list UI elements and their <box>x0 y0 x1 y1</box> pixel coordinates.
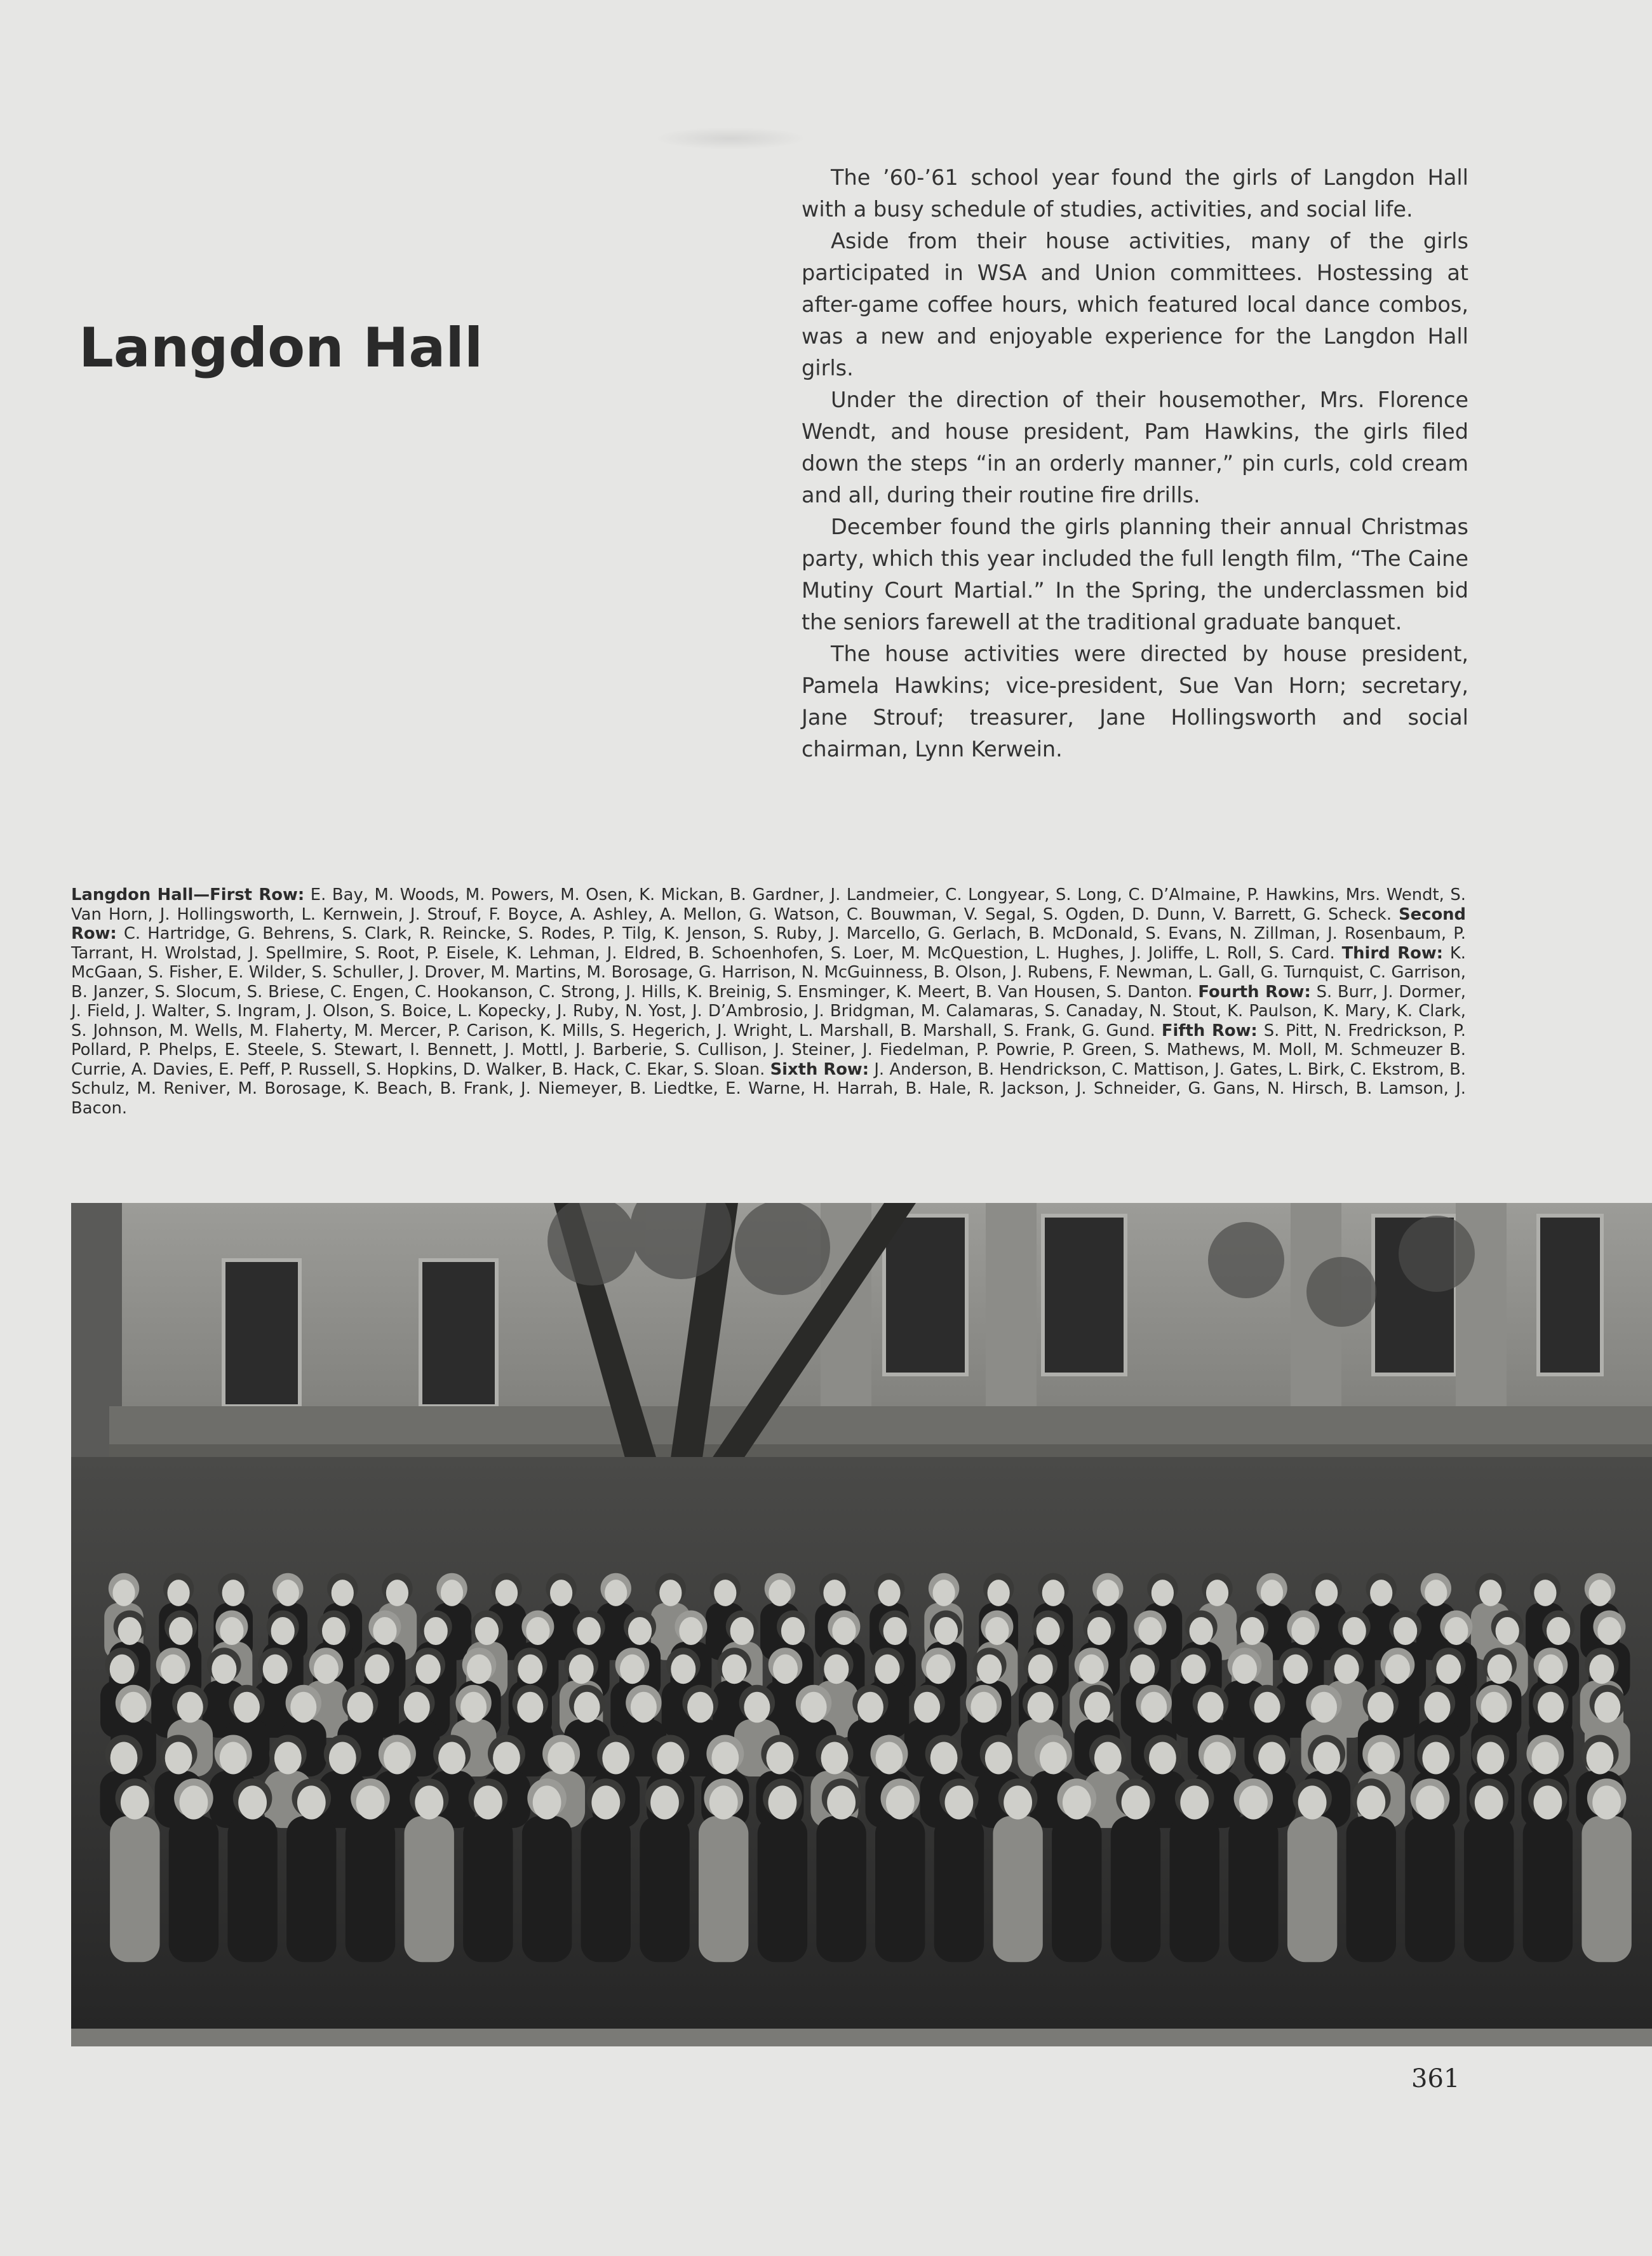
person-face <box>271 1617 295 1645</box>
person-face <box>1004 1785 1032 1819</box>
page-number: 361 <box>1411 2064 1460 2093</box>
person-face <box>781 1617 805 1645</box>
person-face <box>1343 1617 1366 1645</box>
person-face <box>1487 1655 1512 1684</box>
person-face <box>605 1580 627 1606</box>
person-face <box>212 1655 236 1684</box>
person-face <box>517 1692 543 1723</box>
person-face <box>332 1580 354 1606</box>
balustrade <box>109 1406 1652 1444</box>
person-face <box>373 1617 396 1645</box>
person-face <box>730 1617 754 1645</box>
person-body <box>1052 1816 1101 1962</box>
person-face <box>1063 1785 1091 1819</box>
person-face <box>1334 1655 1359 1684</box>
person-face <box>547 1742 575 1775</box>
person-face <box>1588 1580 1611 1606</box>
person-face <box>415 1785 443 1819</box>
person-face <box>467 1655 492 1684</box>
person-body <box>1523 1816 1573 1962</box>
person-face <box>1587 1742 1614 1775</box>
caption-row-label: Third Row: <box>1341 943 1443 963</box>
person-face <box>1197 1692 1223 1723</box>
person-body <box>1111 1816 1160 1962</box>
person-face <box>314 1655 339 1684</box>
person-face <box>659 1580 682 1606</box>
person-face <box>169 1617 192 1645</box>
person-face <box>1240 1617 1264 1645</box>
person-face <box>404 1692 430 1723</box>
person-face <box>1298 1785 1327 1819</box>
person-face <box>1313 1742 1340 1775</box>
person-face <box>875 1655 900 1684</box>
person-body <box>1346 1816 1396 1962</box>
person-face <box>823 1580 845 1606</box>
person-face <box>591 1785 620 1819</box>
person-face <box>985 1617 1009 1645</box>
person-face <box>878 1580 900 1606</box>
person-face <box>460 1692 487 1723</box>
person-face <box>886 1785 915 1819</box>
person-face <box>711 1742 739 1775</box>
person-face <box>274 1742 302 1775</box>
caption-row-names: J. Anderson, B. Hendrickson, C. Mattison, J. Gates, L. Birk, C. Ekstrom, B. Schulz, M. Reniver, M. Borosage, K. Beach, B. Frank, J. Niemeyer, B. Liedtke, E. Warne, H. Harrah, B. Hale, R. Jackson, J. Schneider, G. Gans, N. Hirsch, B. Lamson, J. Bacon. <box>71 1059 1467 1118</box>
person-body <box>993 1816 1042 1962</box>
person-face <box>1232 1655 1257 1684</box>
photo-caption <box>71 885 1466 1118</box>
person-face <box>1422 1742 1449 1775</box>
person-face <box>631 1692 657 1723</box>
person-face <box>180 1785 208 1819</box>
person-body <box>934 1816 984 1962</box>
person-face <box>1393 1617 1417 1645</box>
person-face <box>1028 1655 1053 1684</box>
person-face <box>883 1617 907 1645</box>
person-face <box>988 1580 1010 1606</box>
person-face <box>1152 1580 1174 1606</box>
person-face <box>1534 1580 1556 1606</box>
caption-row-label: Fifth Row: <box>1161 1021 1258 1040</box>
person-body <box>286 1816 336 1962</box>
person-face <box>168 1580 190 1606</box>
person-face <box>832 1617 856 1645</box>
person-body <box>1405 1816 1454 1962</box>
intro-paragraph: Aside from their house activities, many of the girls participated in WSA and Union committees. Hostessing at after-game coffee hours, which featured local dance combos, was a new and enjoyable experience for the Langdon Hall girls. <box>802 229 1468 380</box>
person-face <box>1087 1617 1111 1645</box>
person-face <box>1532 1742 1559 1775</box>
person-face <box>1370 1580 1392 1606</box>
person-face <box>1479 1580 1501 1606</box>
person-face <box>1028 1692 1054 1723</box>
person-face <box>526 1617 549 1645</box>
person-body <box>640 1816 689 1962</box>
caption-row-names: K. McGaan, S. Fisher, E. Wilder, S. Schuller, J. Drover, M. Martins, M. Borosage, G. Harrison, N. McGuinness, B. Olson, J. Rubens, F. Newman, L. Gall, G. Turnquist, C. Garrison, B. Janzer, S. Slocum, S. Briese, C. Engen, C. Hookanson, C. Strong, J. Hills, K. Breinig, S. Ensminger, K. Meert, B. Van Housen, S. Danton. <box>71 943 1466 1002</box>
person-face <box>1261 1580 1283 1606</box>
person-face <box>277 1580 299 1606</box>
person-face <box>769 1785 797 1819</box>
intro-paragraph: Under the direction of their housemother, Mrs. Florence Wendt, and house president, Pam Hawkins, the girls filed down the steps “in an orderly manner,” pin curls, cold cream and all, during their routine fire drills. <box>802 387 1468 507</box>
person-face <box>356 1785 385 1819</box>
person-face <box>297 1785 326 1819</box>
person-face <box>329 1742 356 1775</box>
person-face <box>1594 1692 1620 1723</box>
person-face <box>1141 1692 1167 1723</box>
group-photo <box>71 1203 1652 2046</box>
person-face <box>1436 1655 1461 1684</box>
person-face <box>1040 1742 1067 1775</box>
person-face <box>602 1742 629 1775</box>
person-face <box>384 1742 411 1775</box>
person-face <box>121 1692 147 1723</box>
person-face <box>110 1655 135 1684</box>
person-face <box>475 1617 499 1645</box>
caption-row-names: E. Bay, M. Woods, M. Powers, M. Osen, K. Mickan, B. Gardner, J. Landmeier, C. Longyear, S. Long, C. D’Almaine, P. Hawkins, Mrs. Wendt, S. Van Horn, J. Hollingsworth, L. Kernwein, J. Strouf, F. Boyce, A. Ashley, A. Mellon, G. Watson, C. Bouwman, V. Segal, S. Ogden, D. Dunn, V. Barrett, G. Scheck. <box>71 885 1467 924</box>
page-title: Langdon Hall <box>79 316 483 380</box>
ground-strip <box>71 2029 1652 2046</box>
person-face <box>801 1692 827 1723</box>
person-face <box>1367 1692 1393 1723</box>
person-face <box>1425 1692 1451 1723</box>
person-face <box>1367 1742 1395 1775</box>
caption-row-label: Fourth Row: <box>1198 982 1311 1002</box>
person-face <box>1204 1742 1231 1775</box>
person-face <box>1138 1617 1162 1645</box>
person-body <box>1464 1816 1514 1962</box>
person-face <box>493 1742 520 1775</box>
intro-text <box>802 162 1468 765</box>
person-face <box>1181 1655 1206 1684</box>
person-face <box>222 1580 245 1606</box>
person-face <box>220 1617 243 1645</box>
person-face <box>1592 1785 1621 1819</box>
person-face <box>773 1655 798 1684</box>
intro-paragraph: The ’60-’61 school year found the girls of Langdon Hall with a busy schedule of studies, activities, and social life. <box>802 165 1468 222</box>
person-face <box>985 1742 1012 1775</box>
person-face <box>945 1785 974 1819</box>
person-face <box>121 1785 149 1819</box>
person-body <box>110 1816 159 1962</box>
person-face <box>118 1617 142 1645</box>
caption-row-label: Sixth Row: <box>770 1059 870 1079</box>
person-face <box>970 1692 997 1723</box>
person-face <box>177 1692 203 1723</box>
person-face <box>714 1580 736 1606</box>
person-face <box>628 1617 652 1645</box>
person-body <box>1287 1816 1337 1962</box>
person-face <box>416 1655 441 1684</box>
person-body <box>463 1816 513 1962</box>
person-face <box>827 1785 856 1819</box>
person-face <box>550 1580 572 1606</box>
person-face <box>441 1580 463 1606</box>
person-face <box>679 1617 702 1645</box>
person-face <box>1190 1617 1213 1645</box>
person-face <box>1239 1785 1268 1819</box>
person-face <box>365 1655 389 1684</box>
person-face <box>577 1617 601 1645</box>
caption-row-names: S. Burr, J. Dormer, J. Field, J. Walter, S. Ingram, J. Olson, S. Boice, L. Kopecky, J. Ruby, N. Yost, J. D’Ambrosio, J. Bridgman, M. Calamaras, S. Canaday, N. Stout, K. Paulson, K. Mary, K. Clark, S. Johnson, M. Wells, M. Flaherty, M. Mercer, P. Carison, K. Mills, S. Hegerich, J. Wright, L. Marshall, B. Marshall, S. Frank, G. Gund. <box>71 982 1466 1040</box>
person-face <box>1534 1785 1562 1819</box>
person-face <box>165 1742 192 1775</box>
person-face <box>1149 1742 1176 1775</box>
person-face <box>821 1742 849 1775</box>
person-face <box>263 1655 288 1684</box>
caption-row-label: Langdon Hall—First Row: <box>71 885 305 904</box>
person-face <box>1425 1580 1447 1606</box>
person-body <box>522 1816 572 1962</box>
person-face <box>474 1785 502 1819</box>
person-face <box>1042 1580 1064 1606</box>
person-face <box>1037 1617 1060 1645</box>
person-face <box>1357 1785 1385 1819</box>
person-face <box>1122 1785 1150 1819</box>
person-body <box>227 1816 277 1962</box>
person-face <box>1315 1580 1338 1606</box>
person-face <box>767 1742 794 1775</box>
group-photo-image <box>71 1203 1652 2046</box>
person-body <box>1228 1816 1278 1962</box>
person-face <box>424 1617 448 1645</box>
person-face <box>438 1742 466 1775</box>
person-face <box>1258 1742 1286 1775</box>
person-face <box>933 1580 955 1606</box>
person-face <box>161 1655 185 1684</box>
person-face <box>111 1742 138 1775</box>
person-face <box>220 1742 247 1775</box>
person-body <box>699 1816 748 1962</box>
person-face <box>876 1742 903 1775</box>
person-body <box>1170 1816 1219 1962</box>
person-face <box>569 1655 594 1684</box>
person-face <box>657 1742 684 1775</box>
person-body <box>758 1816 807 1962</box>
person-face <box>290 1692 316 1723</box>
caption-row-label: Second Row: <box>71 904 1466 943</box>
person-face <box>1079 1655 1104 1684</box>
intro-paragraph: The house activities were directed by house president, Pamela Hawkins; vice-president, Sue Van Horn; secretary, Jane Strouf; treasurer, Jane Hollingsworth and social chairman, Lynn Kerwein. <box>802 641 1468 762</box>
person-body <box>405 1816 454 1962</box>
person-body <box>346 1816 395 1962</box>
intro-paragraph: December found the girls planning their annual Christmas party, which this year included the full length film, “The Caine Mutiny Court Martial.” In the Spring, the underclassmen bid the seniors farewell at the traditional graduate banquet. <box>802 514 1468 634</box>
person-body <box>1581 1816 1631 1962</box>
person-face <box>620 1655 645 1684</box>
person-face <box>347 1692 373 1723</box>
person-body <box>816 1816 866 1962</box>
person-face <box>671 1655 695 1684</box>
person-face <box>1481 1692 1507 1723</box>
person-face <box>1385 1655 1410 1684</box>
person-face <box>1477 1742 1504 1775</box>
person-face <box>1538 1655 1563 1684</box>
person-face <box>1589 1655 1614 1684</box>
caption-row-names: C. Hartridge, G. Behrens, S. Clark, R. Reincke, S. Rodes, P. Tilg, K. Jenson, S. Ruby, J. Marcello, G. Gerlach, B. McDonald, S. Evans, N. Zillman, J. Rosenbaum, P. Tarrant, H. Wrolstad, J. Spellmire, S. Root, P. Eisele, K. Lehman, J. Eldred, B. Schoenhofen, S. Loer, M. McQuestion, L. Hughes, J. Joliffe, L. Roll, S. Card. <box>71 924 1466 963</box>
person-face <box>1597 1617 1621 1645</box>
page-smudge <box>654 127 807 150</box>
person-face <box>650 1785 679 1819</box>
person-face <box>238 1785 267 1819</box>
person-face <box>386 1580 408 1606</box>
person-face <box>1180 1785 1209 1819</box>
person-face <box>1538 1692 1564 1723</box>
person-face <box>934 1617 958 1645</box>
person-face <box>112 1580 135 1606</box>
person-face <box>1444 1617 1468 1645</box>
person-face <box>709 1785 738 1819</box>
person-face <box>518 1655 542 1684</box>
person-face <box>234 1692 260 1723</box>
caption-row-names: S. Pitt, N. Fredrickson, P. Pollard, P. Phelps, E. Steele, S. Stewart, I. Bennett, J. Mottl, J. Barberie, S. Cullison, J. Steiner, J. Fiedelman, P. Powrie, P. Green, S. Mathews, M. Moll, M. Schmeuzer B. Currie, A. Davies, E. Peff, P. Russell, S. Hopkins, D. Walker, B. Hack, C. Ekar, S. Sloan. <box>71 1021 1466 1079</box>
person-face <box>926 1655 951 1684</box>
person-face <box>1475 1785 1503 1819</box>
person-face <box>722 1655 747 1684</box>
person-face <box>824 1655 849 1684</box>
person-face <box>495 1580 518 1606</box>
person-face <box>1130 1655 1155 1684</box>
person-face <box>1291 1617 1315 1645</box>
person-body <box>581 1816 631 1962</box>
person-face <box>533 1785 561 1819</box>
person-face <box>1254 1692 1280 1723</box>
person-face <box>1084 1692 1110 1723</box>
person-face <box>687 1692 713 1723</box>
person-face <box>1547 1617 1570 1645</box>
person-face <box>857 1692 883 1723</box>
person-face <box>1206 1580 1228 1606</box>
person-face <box>574 1692 600 1723</box>
person-face <box>744 1692 770 1723</box>
person-face <box>1496 1617 1519 1645</box>
person-face <box>1311 1692 1337 1723</box>
person-face <box>769 1580 791 1606</box>
person-face <box>930 1742 958 1775</box>
person-body <box>875 1816 925 1962</box>
person-face <box>1416 1785 1444 1819</box>
person-face <box>1097 1580 1119 1606</box>
person-face <box>977 1655 1002 1684</box>
person-body <box>169 1816 218 1962</box>
person-face <box>322 1617 346 1645</box>
person-face <box>1094 1742 1122 1775</box>
person-face <box>1283 1655 1308 1684</box>
person-face <box>914 1692 940 1723</box>
